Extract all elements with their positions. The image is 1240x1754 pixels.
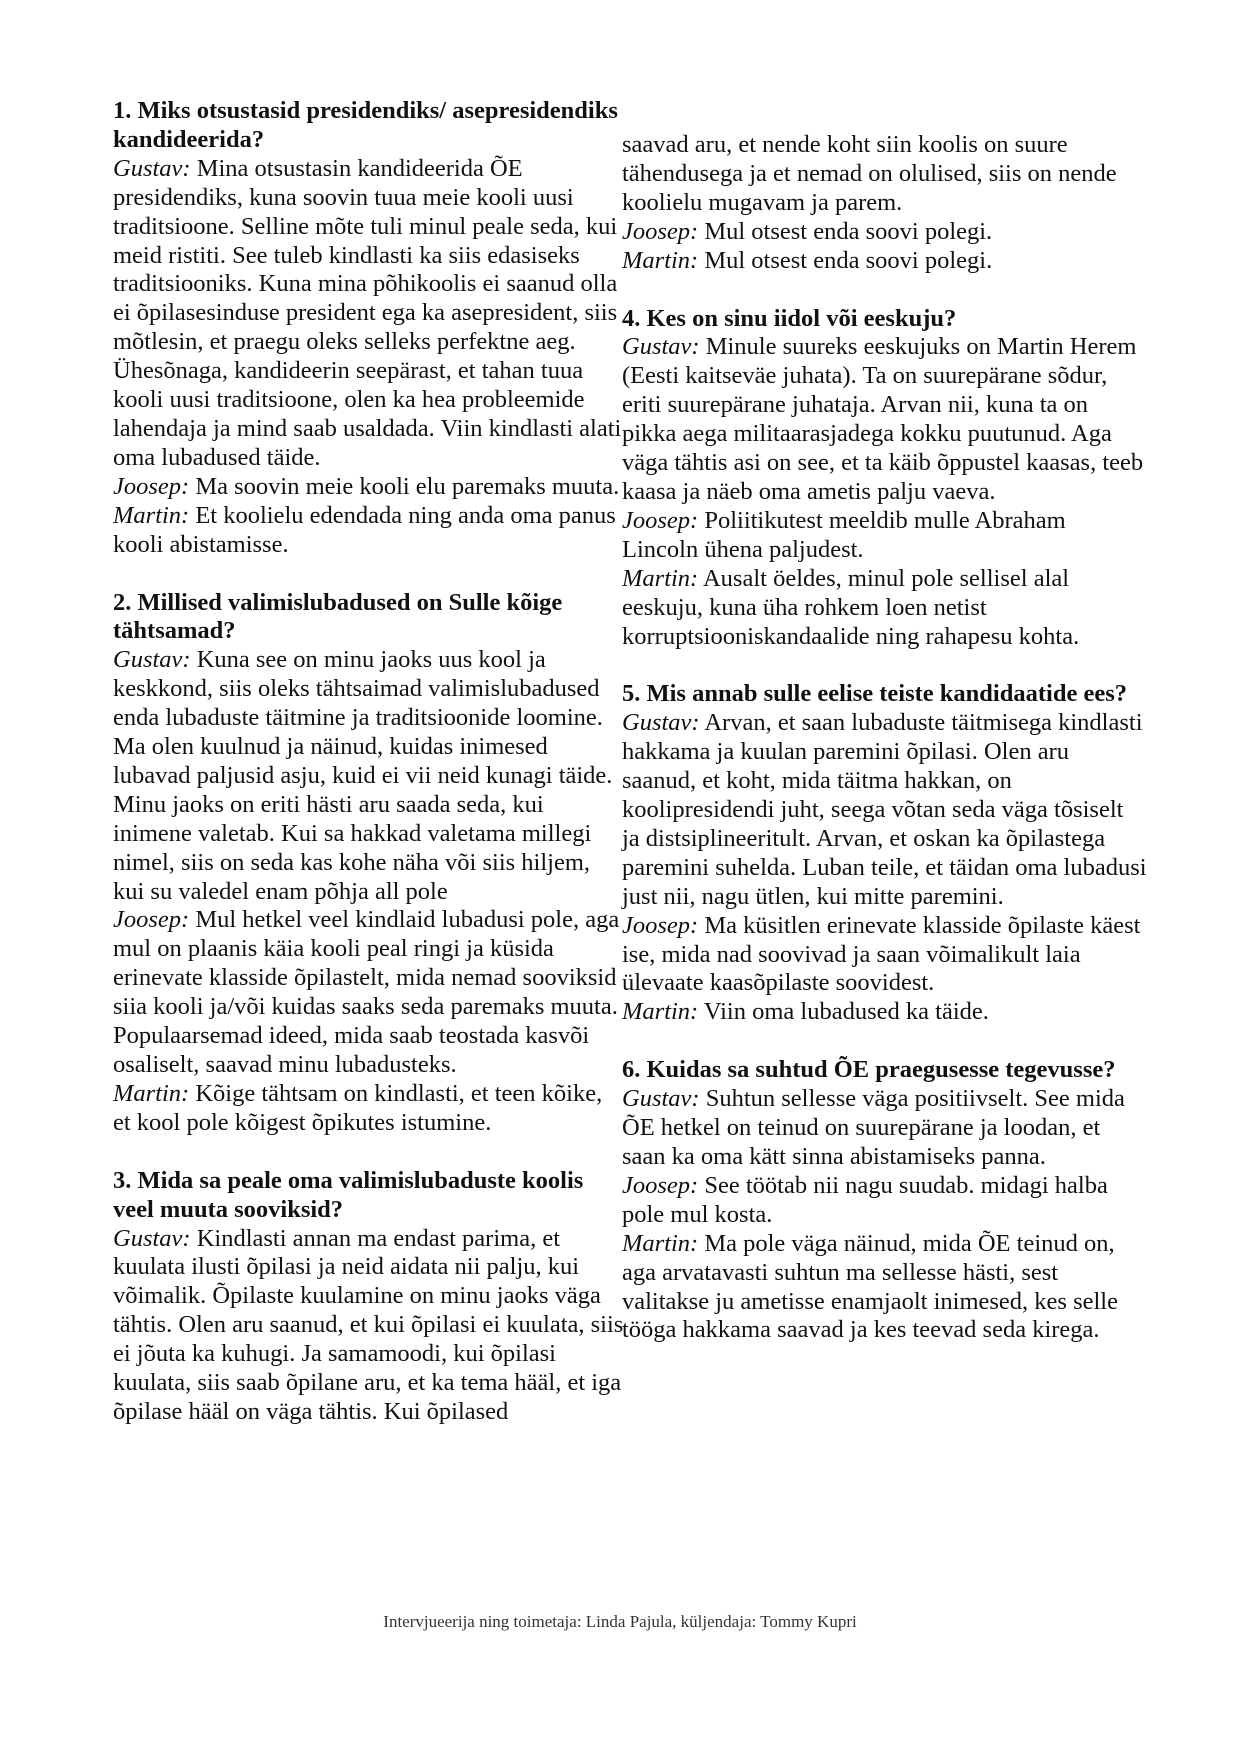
- speaker-name: Gustav:: [622, 1085, 700, 1113]
- answer-text: Mul otsest enda soovi polegi.: [698, 246, 993, 274]
- answer-text: Kuna see on minu jaoks uus kool ja keskkond, siis oleks tähtsaimad valimislubadused enda lubaduste täitmine ja traditsioonide loomine. Ma olen kuulnud ja näinud, kuidas inimesed lubavad paljusid asju, kuid ei vii neid kunagi täide. Minu jaoks on eriti hästi aru saada seda, kui inimene valetab. Kui sa hakkad valetama millegi nimel, siis on seda kas kohe näha või siis hiljem, kui su valedel enam põhja all pole: [113, 646, 613, 905]
- speaker-name: Joosep:: [113, 906, 190, 934]
- answer-text: Et koolielu edendada ning anda oma panus kooli abistamisse.: [113, 501, 616, 558]
- answer-joosep-4: [622, 507, 1147, 565]
- answer-text: Ma küsitlen erinevate klasside õpilaste käest ise, mida nad soovivad ja saan võimalikult laia ülevaate kaasõpilaste soovidest.: [622, 911, 1141, 997]
- answer-gustav-1: [113, 155, 625, 473]
- answer-martin-3: [622, 247, 1147, 276]
- speaker-name: Joosep:: [113, 472, 190, 500]
- answer-joosep-6: [622, 1172, 1147, 1230]
- answer-gustav-5: [622, 709, 1147, 911]
- speaker-name: Martin:: [622, 998, 699, 1026]
- answer-text: Ausalt öeldes, minul pole sellisel alal eeskuju, kuna üha rohkem loen netist korruptsiooniskandaalide ning rahapesu kohta.: [622, 564, 1080, 650]
- speaker-name: Gustav:: [113, 1224, 191, 1252]
- answer-gustav-2: [113, 646, 625, 906]
- speaker-name: Martin:: [113, 1079, 190, 1107]
- footer-credits: Intervjueerija ning toimetaja: Linda Pajula, küljendaja: Tommy Kupri: [383, 1612, 857, 1631]
- speaker-name: Martin:: [622, 1229, 699, 1257]
- answer-martin-4: [622, 565, 1147, 652]
- question-5: 5. Mis annab sulle eelise teiste kandidaatide ees?: [622, 680, 1127, 708]
- question-6: 6. Kuidas sa suhtud ÕE praegusesse tegevusse?: [622, 1056, 1116, 1084]
- left-column: [113, 97, 625, 1427]
- speaker-name: Martin:: [622, 564, 699, 592]
- answer-text: Poliitikutest meeldib mulle Abraham Lincoln ühena paljudest.: [622, 506, 1066, 563]
- answer-text: Mul otsest enda soovi polegi.: [698, 217, 993, 245]
- answer-text: Suhtun sellesse väga positiivselt. See mida ÕE hetkel on teinud on suurepärane ja loodan, et saan ka oma kätt sinna abistamiseks panna.: [622, 1085, 1125, 1170]
- answer-text: Minule suureks eeskujuks on Martin Herem (Eesti kaitseväe juhata). Ta on suurepärane sõdur, eriti suurepärane juhataja. Arvan nii, kuna ta on pikka aega militaarasjadega kokku puutunud. Aga väga tähtis asi on see, et ta käib õppustel kaasas, teeb kaasa ja näeb oma ametis palju vaeva.: [622, 333, 1144, 505]
- answer-text: Arvan, et saan lubaduste täitmisega kindlasti hakkama ja kuulan paremini õpilasi. Olen aru saanud, et koht, mida täitma hakkan, on koolipresidendi juht, seega võtan seda väga tõsiselt ja distsiplineeritult. Arvan, et oskan ka õpilastega paremini suhelda. Luban teile, et täidan oma lubadusi just nii, nagu ütlen, kui mitte paremini.: [622, 709, 1147, 910]
- speaker-name: Joosep:: [622, 911, 699, 939]
- question-2: 2. Millised valimislubadused on Sulle kõige tähtsamad?: [113, 588, 563, 645]
- answer-gustav-3: [113, 1225, 625, 1427]
- answer-text: Ma pole väga näinud, mida ÕE teinud on, aga arvatavasti suhtun ma sellesse hästi, sest valitakse ju ametisse enamjaolt inimesed, kes selle tööga hakkama saavad ja kes teevad seda kirega.: [622, 1229, 1118, 1344]
- speaker-name: Gustav:: [113, 646, 191, 674]
- answer-martin-1: [113, 502, 625, 560]
- answer-continuation: saavad aru, et nende koht siin koolis on suure tähendusega ja et nemad on olulised, siis on nende koolielu mugavam ja parem.: [622, 131, 1117, 216]
- answer-text: Ma soovin meie kooli elu paremaks muuta.: [189, 472, 620, 500]
- question-4: 4. Kes on sinu iidol või eeskuju?: [622, 304, 957, 332]
- question-1: 1. Miks otsustasid presidendiks/ asepresidendiks kandideerida?: [113, 97, 618, 153]
- answer-text: See töötab nii nagu suudab. midagi halba pole mul kosta.: [622, 1171, 1108, 1228]
- answer-joosep-2: [113, 906, 625, 1079]
- speaker-name: Martin:: [113, 501, 190, 529]
- speaker-name: Gustav:: [622, 333, 700, 361]
- answer-gustav-6: [622, 1085, 1147, 1172]
- answer-joosep-3: [622, 218, 1147, 247]
- answer-gustav-4: [622, 333, 1147, 506]
- answer-martin-5: [622, 998, 1147, 1027]
- answer-text: Mina otsustasin kandideerida ÕE presidendiks, kuna soovin tuua meie kooli uusi traditsioone. Selline mõte tuli minul peale seda, kui meid ristiti. See tuleb kindlasti ka siis edasiseks traditsiooniks. Kuna mina põhikoolis ei saanud olla ei õpilasesinduse president ega ka asepresident, siis mõtlesin, et praegu oleks selleks perfektne aeg. Ühesõnaga, kandideerin seepärast, et tahan tuua kooli uusi traditsioone, olen ka hea probleemide lahendaja ja mind saab usaldada. Viin kindlasti alati oma lubadused täide.: [113, 154, 622, 471]
- answer-text: Viin oma lubadused ka täide.: [698, 998, 989, 1026]
- answer-joosep-5: [622, 912, 1147, 999]
- speaker-name: Gustav:: [113, 154, 191, 182]
- speaker-name: Joosep:: [622, 217, 699, 245]
- answer-joosep-1: [113, 473, 625, 502]
- question-3: 3. Mida sa peale oma valimislubaduste koolis veel muuta sooviksid?: [113, 1166, 584, 1223]
- speaker-name: Joosep:: [622, 1171, 699, 1199]
- answer-text: Kõige tähtsam on kindlasti, et teen kõike, et kool pole kõigest õpikutes istumine.: [113, 1079, 603, 1136]
- speaker-name: Gustav:: [622, 709, 700, 737]
- answer-martin-6: [622, 1230, 1147, 1346]
- right-column: [622, 131, 1147, 1345]
- answer-text: Kindlasti annan ma endast parima, et kuulata ilusti õpilasi ja neid aidata nii palju, kui võimalik. Õpilaste kuulamine on minu jaoks väga tähtis. Olen aru saanud, et kui õpilasi ei kuulata, siis ei jõuta ka kuhugi. Ja samamoodi, kui õpilasi kuulata, siis saab õpilane aru, et ka tema hääl, et iga õpilase hääl on väga tähtis. Kui õpilased: [113, 1224, 624, 1425]
- answer-text: Mul hetkel veel kindlaid lubadusi pole, aga mul on plaanis käia kooli peal ringi ja küsida erinevate klasside õpilastelt, mida nemad sooviksid siia kooli ja/või kuidas saaks seda paremaks muuta. Populaarsemad ideed, mida saab teostada kasvõi osaliselt, saavad minu lubadusteks.: [113, 906, 620, 1078]
- speaker-name: Martin:: [622, 246, 699, 274]
- answer-martin-2: [113, 1080, 625, 1138]
- speaker-name: Joosep:: [622, 506, 699, 534]
